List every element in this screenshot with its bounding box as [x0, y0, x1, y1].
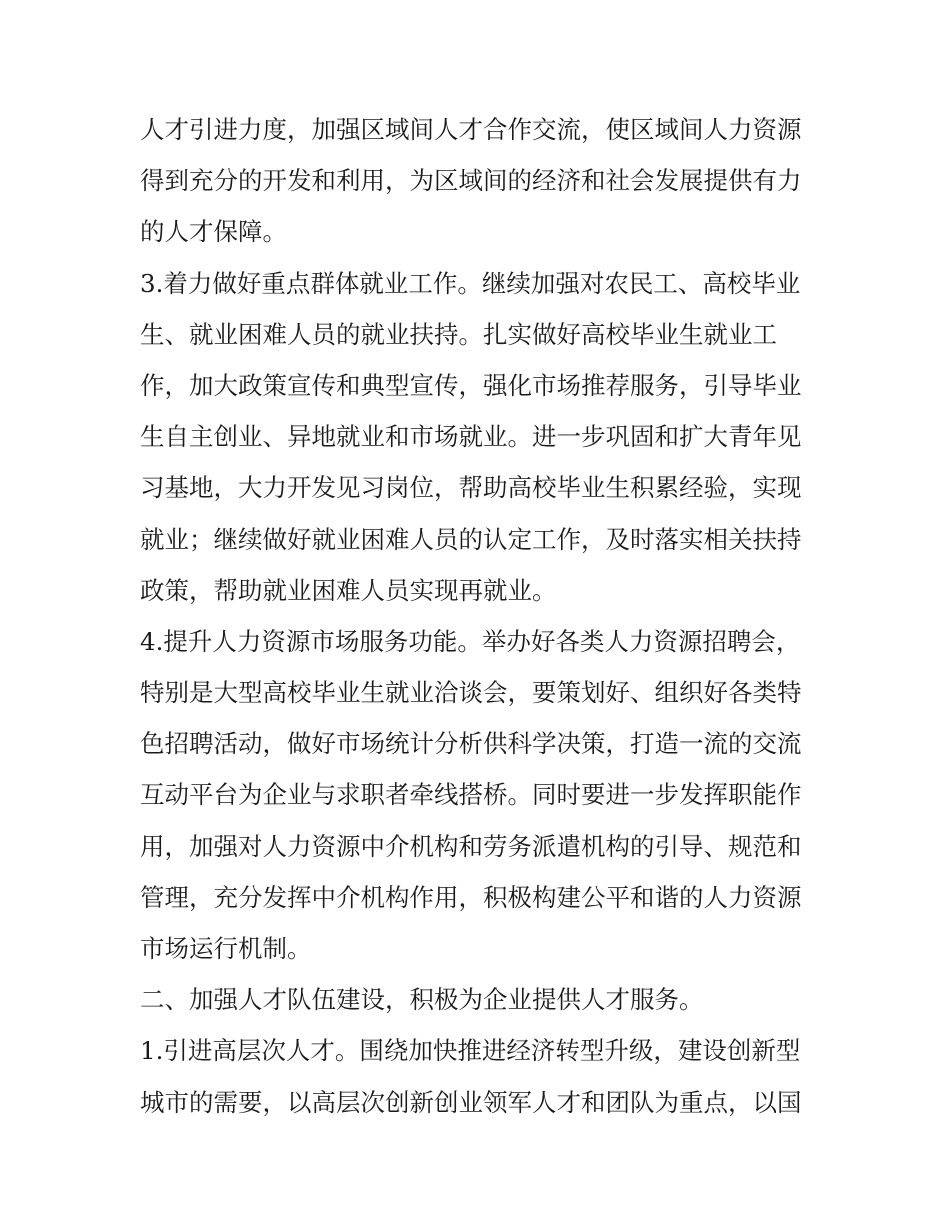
text-line: 城市的需要，以高层次创新创业领军人才和团队为重点，以国: [140, 1087, 802, 1117]
text-line: 互动平台为企业与求职者牵线搭桥。同时要进一步发挥职能作: [140, 780, 802, 810]
text-line: 市场运行机制。: [140, 934, 312, 963]
text-line: 1.引进高层次人才。围绕加快推进经济转型升级，建设创新型: [140, 1036, 801, 1066]
text-line: 二、加强人才队伍建设，积极为企业提供人才服务。: [140, 985, 704, 1015]
text-line: 政策，帮助就业困难人员实现再就业。: [140, 575, 557, 605]
text-line: 人才引进力度，加强区域间人才合作交流，使区域间人力资源: [140, 115, 802, 144]
text-line: 的人才保障。: [140, 217, 287, 247]
text-line: 习基地，大力开发见习岗位，帮助高校毕业生积累经验，实现: [140, 473, 802, 503]
text-line: 得到充分的开发和利用，为区域间的经济和社会发展提供有力: [140, 166, 802, 196]
text-line: 4.提升人力资源市场服务功能。举办好各类人力资源招聘会，: [140, 626, 801, 656]
text-line: 管理，充分发挥中介机构作用，积极构建公平和谐的人力资源: [140, 882, 802, 912]
text-line: 特别是大型高校毕业生就业洽谈会，要策划好、组织好各类特: [140, 678, 802, 708]
text-line: 色招聘活动，做好市场统计分析供科学决策，打造一流的交流: [140, 729, 802, 759]
text-line: 就业；继续做好就业困难人员的认定工作，及时落实相关扶持: [140, 524, 802, 554]
document-body: [140, 104, 820, 1128]
text-line: 用，加强对人力资源中介机构和劳务派遣机构的引导、规范和: [140, 831, 802, 861]
text-line: 生、就业困难人员的就业扶持。扎实做好高校毕业生就业工: [140, 319, 777, 349]
text-line: 生自主创业、异地就业和市场就业。进一步巩固和扩大青年见: [140, 422, 802, 452]
text-line: 3.着力做好重点群体就业工作。继续加强对农民工、高校毕业: [140, 268, 801, 298]
text-line: 作，加大政策宣传和典型宣传，强化市场推荐服务，引导毕业: [140, 370, 802, 400]
